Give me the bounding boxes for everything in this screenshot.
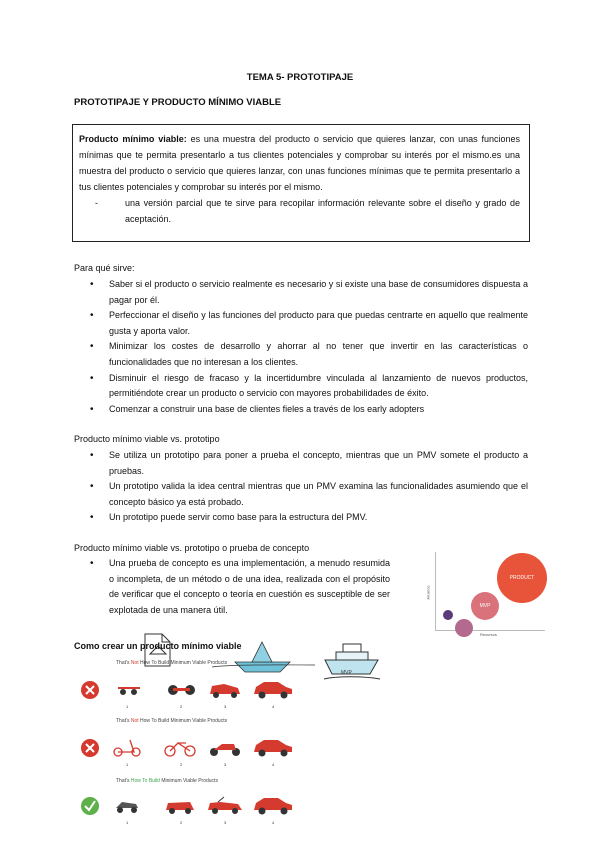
row-not-how-1 bbox=[78, 676, 308, 716]
y-axis-label: Alcance bbox=[425, 585, 431, 600]
list-item: • Perfeccionar el diseño y las funciones del producto para que puedas centrarte en aquello que realmente gusta y aporta valor. bbox=[90, 308, 528, 339]
axle-icon bbox=[168, 685, 195, 695]
vs-poc-list bbox=[90, 556, 390, 618]
step-number: 3 bbox=[224, 704, 227, 709]
row-not-how-2 bbox=[78, 734, 308, 774]
list-item: • Un prototipo puede servir como base para la estructura del PMV. bbox=[90, 510, 528, 526]
step-number: 1 bbox=[126, 704, 129, 709]
x-axis-line bbox=[435, 630, 545, 631]
ship-icon bbox=[324, 644, 380, 679]
wheel-icon bbox=[118, 687, 140, 695]
x-axis-label: Recursos bbox=[480, 632, 497, 637]
section-subtitle: PROTOTIPAJE Y PRODUCTO MÍNIMO VIABLE bbox=[74, 97, 282, 108]
car-icon bbox=[254, 682, 292, 699]
motorcycle-icon bbox=[210, 744, 240, 756]
list-item: • Saber si el producto o servicio realmente es necesario y si existe una base de consumidores dispuesta a pagar por él. bbox=[90, 277, 528, 308]
list-item: • Minimizar los costes de desarrollo y ahorrar al no tener que invertir en las características o funcionalidades que no interesan a los clientes. bbox=[90, 339, 528, 370]
basic-car-icon bbox=[166, 802, 194, 814]
car-body-icon bbox=[210, 684, 240, 698]
check-icon bbox=[81, 797, 99, 815]
definition-term: Producto mínimo viable: bbox=[79, 134, 187, 144]
list-item: • Comenzar a construir una base de clientes fieles a través de los early adopters bbox=[90, 402, 528, 418]
step-number: 3 bbox=[224, 762, 227, 767]
go-kart-icon bbox=[116, 802, 138, 813]
bicycle-icon bbox=[165, 743, 195, 756]
definition-box bbox=[72, 124, 530, 242]
bubble-chart bbox=[425, 548, 550, 640]
vs-prototype-list bbox=[90, 448, 528, 526]
mvp-build-diagram bbox=[78, 660, 308, 830]
purpose-heading: Para qué sirve: bbox=[74, 263, 135, 273]
list-item: • Una prueba de concepto es una implementación, a menudo resumida o incompleta, de un método o de una idea, realizada con el propósito de verificar que el concepto o teoría en cuestión es susceptible de ser explotada de una manera útil. bbox=[90, 556, 390, 618]
car-icon bbox=[254, 798, 292, 815]
product-bubble: PRODUCT bbox=[497, 553, 547, 603]
mvp-bubble: MVP bbox=[471, 592, 499, 620]
step-number: 4 bbox=[272, 820, 275, 825]
step-number: 2 bbox=[180, 820, 183, 825]
vs-prototype-heading: Producto mínimo viable vs. prototipo bbox=[74, 434, 220, 444]
row-caption: That's Not How To Build Minimum Viable Products bbox=[116, 660, 228, 666]
row-caption: That's Not How To Build Minimum Viable Products bbox=[116, 718, 228, 724]
convertible-icon bbox=[208, 797, 242, 814]
mvp-label: MVP bbox=[341, 670, 352, 676]
scooter-icon bbox=[114, 740, 140, 756]
dash-marker: - bbox=[95, 198, 98, 208]
list-item: • Disminuir el riesgo de fracaso y la incertidumbre vinculada al lanzamiento de nuevos productos, permitiéndote crear un producto o servicio con mayores probabilidades de éxito. bbox=[90, 371, 528, 402]
prototype-bubble bbox=[455, 619, 473, 637]
list-item: • Se utiliza un prototipo para poner a prueba el concepto, mientras que un PMV somete el producto a pruebas. bbox=[90, 448, 528, 479]
car-icon bbox=[254, 740, 292, 757]
definition-dash-item bbox=[79, 195, 520, 227]
vs-poc-heading: Producto mínimo viable vs. prototipo o prueba de concepto bbox=[74, 543, 310, 553]
step-number: 2 bbox=[180, 762, 183, 767]
x-icon bbox=[81, 739, 99, 757]
poc-bubble bbox=[443, 610, 453, 620]
row-caption: That's How To Build Minimum Viable Products bbox=[116, 778, 218, 784]
step-number: 1 bbox=[126, 762, 129, 767]
x-icon bbox=[81, 681, 99, 699]
how-to-heading: Como crear un producto mínimo viable bbox=[74, 641, 242, 651]
list-item: • Un prototipo valida la idea central mientras que un PMV examina las funcionalidades asumiendo que el concepto básico ya está probado. bbox=[90, 479, 528, 510]
step-number: 2 bbox=[180, 704, 183, 709]
page-title: TEMA 5- PROTOTIPAJE bbox=[246, 72, 354, 83]
step-number: 3 bbox=[224, 820, 227, 825]
step-number: 1 bbox=[126, 820, 129, 825]
step-number: 4 bbox=[272, 762, 275, 767]
dash-item-text: una versión parcial que te sirve para recopilar información relevante sobre el diseño y grado de aceptación. bbox=[125, 198, 520, 224]
definition-text: es una muestra del producto o servicio que quieres lanzar, con unas funciones mínimas que te permita presentarlo a tus clientes potenciales y comprobar su interés por el mismo.es una muestra del producto o servicio que quieres lanzar, con unas funciones mínimas que te permita presentarlo a tus clientes potenciales y comprobar su interés por el mismo. bbox=[79, 134, 520, 192]
definition-paragraph bbox=[79, 131, 520, 195]
step-number: 4 bbox=[272, 704, 275, 709]
y-axis-line bbox=[435, 552, 436, 630]
purpose-list bbox=[90, 277, 528, 417]
